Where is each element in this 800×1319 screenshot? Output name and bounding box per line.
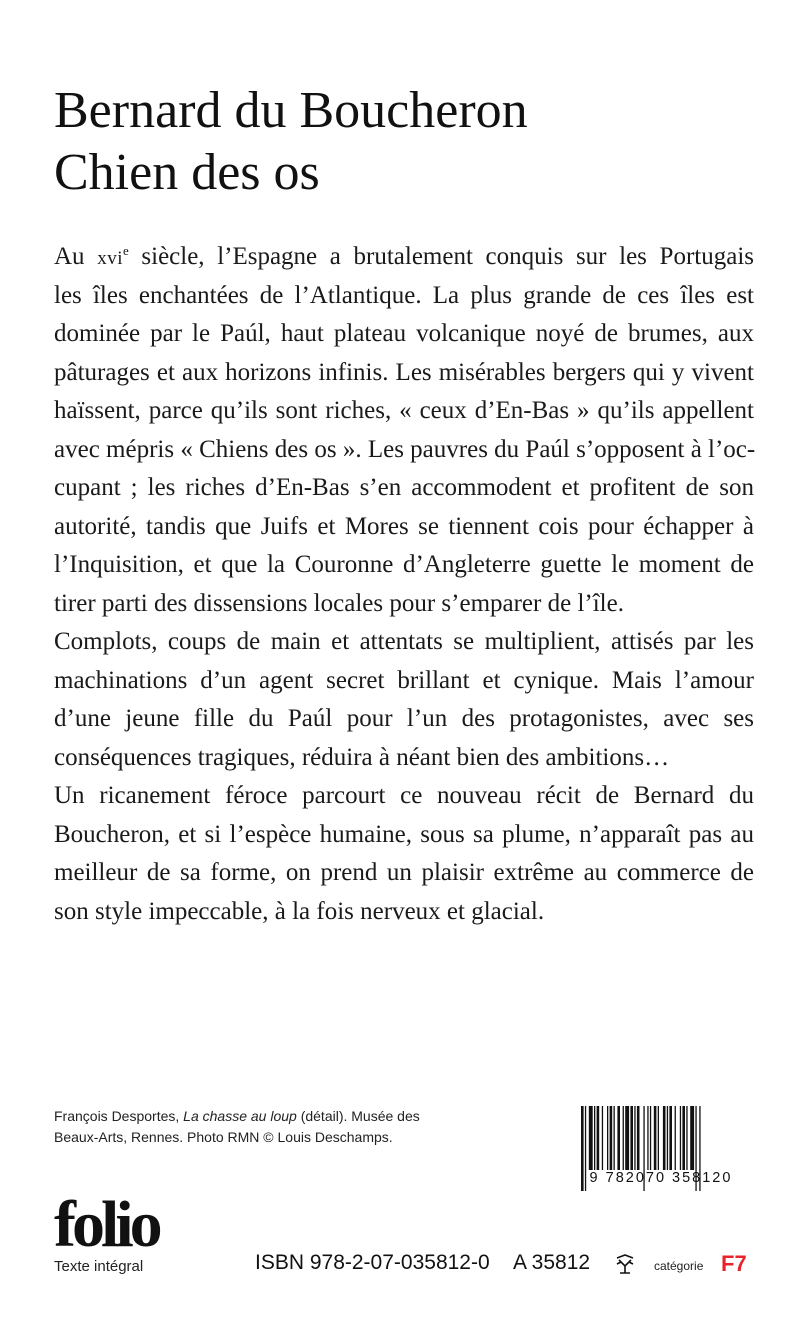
artwork-title: La chasse au loup xyxy=(183,1108,297,1124)
barcode-bar xyxy=(623,1106,624,1170)
blurb-line: dominée par le Paúl, haut plateau volcanique noyé de brumes, aux xyxy=(54,320,754,347)
catalog-code: A 35812 xyxy=(513,1251,591,1274)
author-name: Bernard du Boucheron xyxy=(54,82,528,139)
blurb-line: meilleur de sa forme, on prend un plaisir extrême au commerce de xyxy=(54,859,754,886)
blurb-line: l’Inquisition, et que la Couronne d’Angleterre guette le moment de xyxy=(54,551,754,578)
barcode-bar xyxy=(667,1106,668,1170)
category-code: F7 xyxy=(721,1251,747,1276)
blurb-line: Boucheron, et si l’espèce humaine, sous sa plume, n’apparaît pas au xyxy=(54,820,754,848)
book-header xyxy=(54,80,528,204)
back-cover-blurb xyxy=(54,238,754,931)
blurb-line: conséquences tragiques, réduira à néant bien des ambitions… xyxy=(54,743,670,771)
barcode-bar xyxy=(690,1106,694,1170)
category-label: catégorie xyxy=(654,1259,704,1273)
barcode-bar xyxy=(675,1106,676,1170)
barcode-bar xyxy=(597,1106,600,1170)
barcode-bar xyxy=(614,1106,615,1170)
barcode-bar xyxy=(654,1106,657,1170)
barcode-bar xyxy=(637,1106,640,1170)
blurb-line: son style impeccable, à la fois nerveux et glacial. xyxy=(54,897,545,925)
blurb-line-0: Au xvi$^e$ siècle, l’Espagne a brutalement conquis sur les Portugais xyxy=(54,243,754,270)
barcode-bar xyxy=(610,1106,613,1170)
credit-line-1: François Desportes, La chasse au loup (détail). Musée des xyxy=(54,1108,420,1124)
barcode-bar xyxy=(634,1106,635,1170)
isbn-number: ISBN 978-2-07-035812-0 xyxy=(255,1251,490,1274)
blurb-line: Complots, coups de main et attentats se multiplient, attisés par les xyxy=(54,628,754,655)
barcode-bar xyxy=(589,1106,593,1170)
gallimard-mark-icon xyxy=(613,1252,637,1276)
blurb-line: haïssent, parce qu’ils sont riches, « ceux d’En-Bas » qu’ils appellent xyxy=(54,397,754,424)
blurb-line: cupant ; les riches d’En-Bas s’en accommodent et profitent de son xyxy=(54,474,754,501)
blurb-line: avec mépris « Chiens des os ». Les pauvres du Paúl s’opposent à l’oc- xyxy=(54,435,756,463)
book-title: Chien des os xyxy=(54,144,320,201)
barcode-bar xyxy=(647,1106,648,1170)
blurb-line: les îles enchantées de l’Atlantique. La plus grande de ces îles est xyxy=(54,281,754,309)
barcode-bar xyxy=(607,1106,608,1170)
barcode-bar xyxy=(650,1106,651,1170)
blurb-line: tirer parti des dissensions locales pour s’emparer de l’île. xyxy=(54,589,624,617)
blurb-line: autorité, tandis que Juifs et Mores se tiennent cois pour échapper à xyxy=(54,512,754,540)
barcode-bar xyxy=(617,1106,620,1170)
barcode-bar xyxy=(625,1106,629,1170)
barcode-bar xyxy=(682,1106,685,1170)
barcode-bar xyxy=(630,1106,633,1170)
folio-logo-subtitle: Texte intégral xyxy=(54,1258,144,1275)
barcode-digits: 9 782070 358120 xyxy=(589,1170,733,1186)
barcode-bar xyxy=(602,1106,603,1170)
credit-line-2: Beaux-Arts, Rennes. Photo RMN © Louis Deschamps. xyxy=(54,1129,393,1145)
image-credit xyxy=(54,1106,474,1148)
barcode-bar xyxy=(669,1106,672,1170)
barcode-bar xyxy=(686,1106,687,1170)
blurb-line: d’une jeune fille du Paúl pour l’un des protagonistes, avec ses xyxy=(54,705,754,732)
blurb-line: machinations d’un agent secret brillant et cynique. Mais l’amour xyxy=(54,666,754,694)
blurb-line: Un ricanement féroce parcourt ce nouveau récit de Bernard du xyxy=(54,782,754,809)
barcode-bar xyxy=(594,1106,595,1170)
barcode-bar xyxy=(658,1106,659,1170)
barcode-bar xyxy=(680,1106,681,1170)
barcode-bar xyxy=(663,1106,666,1170)
blurb-line: pâturages et aux horizons infinis. Les misérables bergers qui y vivent xyxy=(54,358,754,386)
folio-logo: folio xyxy=(54,1188,159,1261)
